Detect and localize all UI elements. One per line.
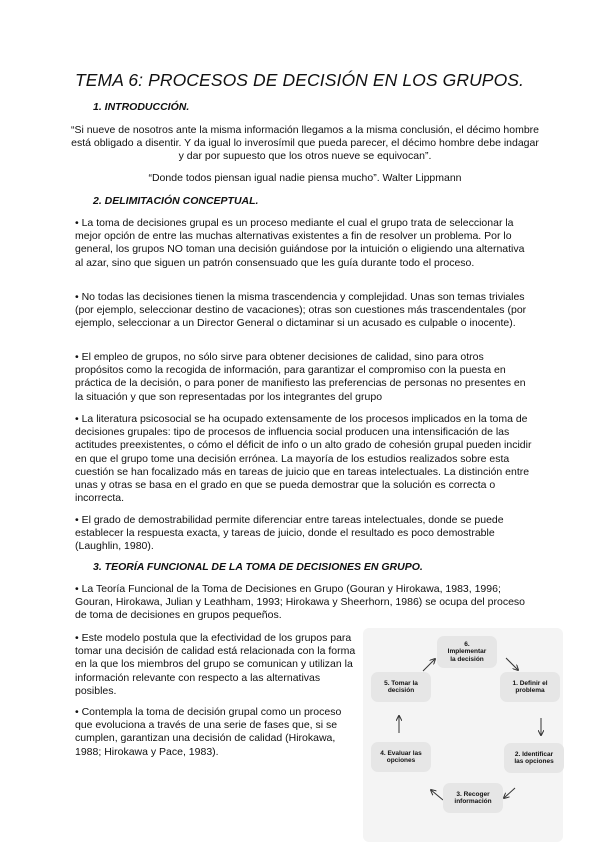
node-1-label-2: problema (515, 687, 545, 694)
decision-cycle-diagram (363, 628, 563, 842)
paragraph-definicion: • La toma de decisiones grupal es un proceso mediante el cual el grupo trata de seleccionar la mejor opción de entre las muchas alternativas existentes a fin de resolver un problema. Por lo general, los grupos NO toman una decisión guiándose por la intuición o eligiendo una alternativa al azar, sino que siguen un patrón consensuado que les guía durante todo el proceso. (75, 217, 525, 269)
page-title: TEMA 6: PROCESOS DE DECISIÓN EN LOS GRUPOS. (75, 70, 525, 90)
node-6-number: 6. (464, 640, 470, 648)
arrow-5-to-6 (423, 659, 435, 671)
node-1-label-1: 1. Definir el (512, 679, 548, 687)
node-evaluar-opciones (371, 742, 431, 772)
arrow-6-to-1 (506, 658, 518, 670)
section-heading-teoria-funcional: 3. TEORÍA FUNCIONAL DE LA TOMA DE DECISIONES EN GRUPO. (93, 561, 423, 573)
quote-lippmann: “Donde todos piensan igual nadie piensa mucho”. Walter Lippmann (148, 172, 462, 184)
node-6-label-2: la decisión (450, 655, 484, 663)
node-2-label-2: las opciones (514, 758, 554, 765)
node-definir-problema (500, 672, 560, 702)
node-tomar-decision (371, 672, 431, 702)
node-6-label-1: Implementar (447, 648, 487, 656)
node-4-label-2: opciones (386, 757, 416, 764)
node-recoger-informacion (443, 783, 503, 813)
paragraph-demostrabilidad: • El grado de demostrabilidad permite diferenciar entre tareas intelectuales, donde se puede establecer la respuesta exacta, y tareas de juicio, donde el resultado es poco demostrable (Laughlin, 1980). (75, 514, 504, 553)
paragraph-modelo: • Este modelo postula que la efectividad de los grupos para tomar una decisión de calidad está relacionada con la forma en la que los miembros del grupo se comunican y utilizan la información relevante con respecto a las alternativas posibles. (75, 632, 356, 697)
node-5-label-2: decisión (387, 687, 415, 694)
paragraph-teoria-funcional: • La Teoría Funcional de la Toma de Decisiones en Grupo (Gouran y Hirokawa, 1983, 1996; Gouran, Hirokawa, Julian y Leathham, 1993; Hirokawa y Sheerhorn, 1986) se ocupa del proceso de toma de decisiones en grupos pequeños. (75, 583, 526, 622)
arrow-2-to-3 (504, 788, 515, 798)
node-4-label-1: 4. Evaluar las (380, 749, 422, 757)
paragraph-fases: • Contempla la toma de decisión grupal como un proceso que evoluciona a través de una serie de fases que, si se cumplen, garantizan una decisión de calidad (Hirokawa, 1988; Hirokawa y Pace, 1983). (75, 706, 342, 758)
node-implementar (437, 636, 497, 668)
arrow-3-to-4 (431, 790, 443, 800)
node-5-label-1: 5. Tomar la (384, 679, 418, 687)
paragraph-trascendencia: • No todas las decisiones tienen la misma trascendencia y complejidad. Unas son temas triviales (por ejemplo, seleccionar destino de vacaciones); otras son cuestiones más trascendentales (por ejemplo, seleccionar a un Director General o dictaminar si un acusado es culpable o inocente). (75, 291, 527, 330)
quote-decimo-hombre: “Si nueve de nosotros ante la misma información llegamos a la misma conclusión, el décimo hombre está obligado a disentir. Y da igual lo inverosímil que pueda parecer, el décimo hombre debe indagar y dar por supuesto que los otros nueve se equivocan”. (70, 124, 540, 163)
paragraph-literatura: • La literatura psicosocial se ha ocupado extensamente de los procesos implicados en la toma de decisiones grupales: tipo de procesos de influencia social producen una intensificación de las actitudes preexistentes, o cómo el déficit de info o un alto grado de cohesión grupal pueden incidir en que el grupo tome una decisión errónea. La mayoría de los estudios realizados sobre esta cuestión se han focalizado más en tareas de juicio que en tareas intelectuales. La distinción entre unas y otras se basa en el grado en que se pueda demostrar que la solución es correcta o incorrecta. (75, 413, 532, 505)
node-3-label-2: información (454, 798, 492, 805)
paragraph-empleo-grupos: • El empleo de grupos, no sólo sirve para obtener decisiones de calidad, sino para otros propósitos como la recogida de información, para garantizar el compromiso con la puesta en práctica de la decisión, o para poner de manifiesto las preferencias de personas no presentes en la situación y que son representadas por los integrantes del grupo (75, 351, 526, 403)
node-3-label-1: 3. Recoger (456, 790, 490, 798)
section-heading-delimitacion: 2. DELIMITACIÓN CONCEPTUAL. (93, 195, 259, 207)
node-2-label-1: 2. Identificar (514, 750, 554, 758)
node-identificar-opciones (504, 743, 564, 773)
section-heading-introduccion: 1. INTRODUCCIÓN. (93, 101, 190, 113)
